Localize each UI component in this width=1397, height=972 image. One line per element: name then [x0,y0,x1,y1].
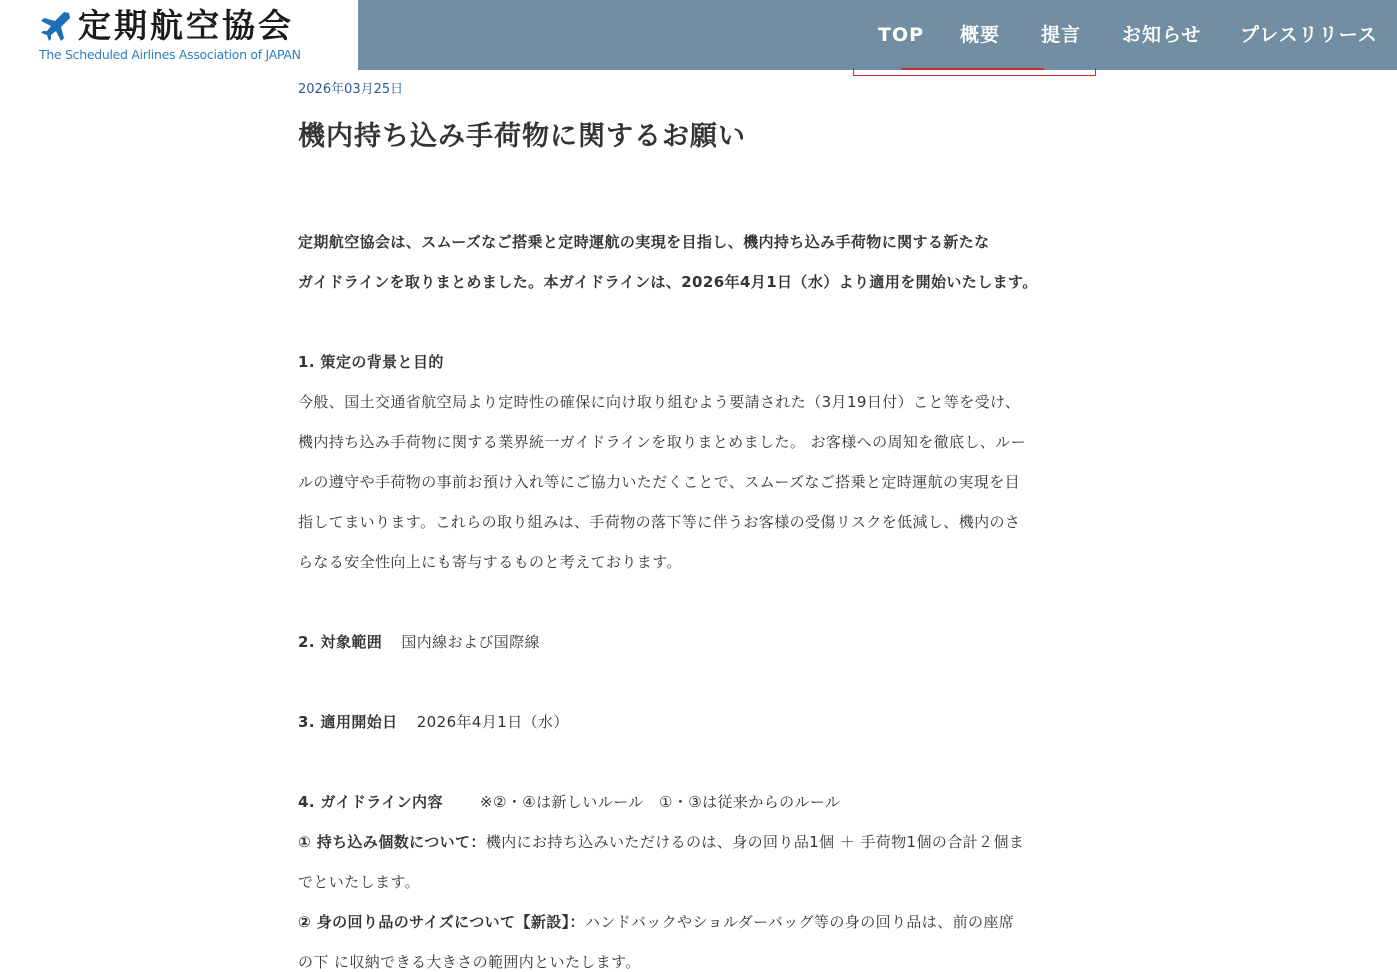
section1-line: ルの遵守や手荷物の事前お預け入れ等にご協力いただくことで、スムーズなご搭乗と定時運航の実現を目 [298,473,1021,491]
section4-row [298,792,840,812]
item1-continuation: でといたします。 [298,873,421,891]
section1-line: 機内持ち込み手荷物に関する業界統一ガイドラインを取りまとめました。 お客様への周知を徹底し、ルー [298,433,1027,451]
guideline-item-2 [298,912,1014,932]
nav-item-overview[interactable]: 概要 [960,24,1001,46]
section4-heading: 4. ガイドライン内容 [298,793,443,811]
nav-item-top[interactable]: TOP [878,24,925,46]
item1-text: 機内にお持ち込みいただけるのは、身の回り品1個 ＋ 手荷物1個の合計２個ま [485,833,1025,851]
nav-item-press-release[interactable]: プレスリリース [1240,24,1378,46]
article-title: 機内持ち込み手荷物に関するお願い [298,121,746,152]
logo-subtitle: The Scheduled Airlines Association of JAPAN [39,47,301,62]
nav-item-proposals[interactable]: 提言 [1041,24,1082,46]
section3-row [298,712,569,732]
section2-heading: 2. 対象範囲 [298,633,383,651]
section1-line: 指してまいります。これらの取り組みは、手荷物の落下等に伴うお客様の受傷リスクを低減し、機内のさ [298,513,1021,531]
section2-row [298,632,540,652]
section4-note: ※②・④は新しいルール ①・③は従来からのルール [480,793,841,811]
article-date: 2026年03月25日 [298,82,404,97]
section1-line: らなる安全性向上にも寄与するものと考えております。 [298,553,682,571]
section3-value: 2026年4月1日（水） [416,713,569,731]
highlight-frame-bar [901,68,1044,70]
section2-value: 国内線および国際線 [401,633,540,651]
intro-line: ガイドラインを取りまとめました。本ガイドラインは、2026年4月1日（水）より適用を開始いたします。 [298,273,1038,291]
item2-text: ハンドバックやショルダーバッグ等の身の回り品は、前の座席 [584,913,1015,931]
section3-heading: 3. 適用開始日 [298,713,398,731]
site-header [0,0,1397,70]
intro-line: 定期航空協会は、スムーズなご搭乗と定時運航の実現を目指し、機内持ち込み手荷物に関する新たな [298,233,990,251]
guideline-item-1 [298,832,1024,852]
main-nav [358,0,1397,70]
nav-item-news[interactable]: お知らせ [1122,24,1202,46]
highlight-frame [853,68,1096,76]
site-logo[interactable] [0,0,358,70]
section1-heading: 1. 策定の背景と目的 [298,353,444,371]
item2-continuation: の下 に収納できる大きさの範囲内といたします。 [298,953,641,971]
item2-label: ② 身の回り品のサイズについて【新設】： [298,913,585,931]
section1-line: 今般、国土交通省航空局より定時性の確保に向け取り組むよう要請された（3月19日付）こと等を受け、 [298,393,1021,411]
logo-title: 定期航空協会 [78,6,294,45]
airplane-icon [40,10,72,42]
item1-label: ① 持ち込み個数について： [298,833,486,851]
